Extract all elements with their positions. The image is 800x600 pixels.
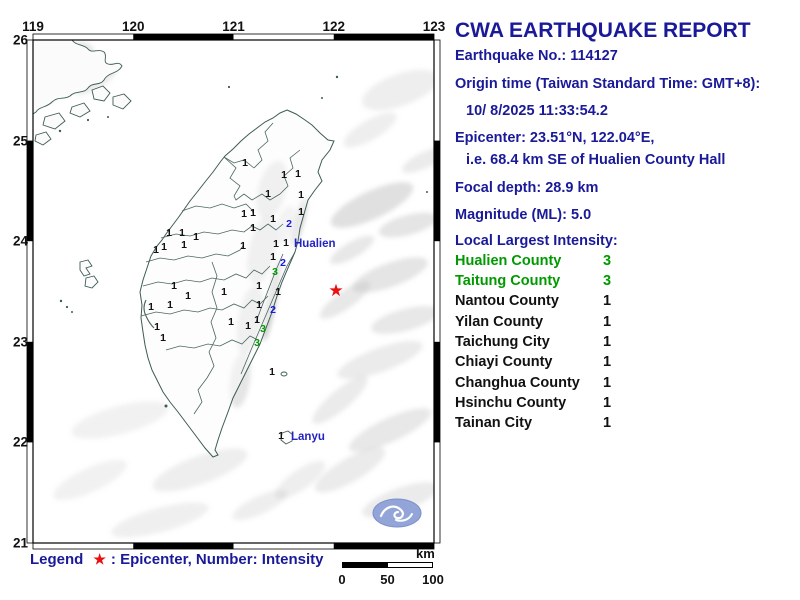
- county-name: Chiayi County: [455, 354, 553, 371]
- scalebar-empty-segment: [388, 563, 433, 567]
- intensity-marker: 1: [270, 251, 276, 263]
- intensity-marker: 1: [185, 290, 191, 302]
- scale-tick-100: 100: [422, 572, 444, 587]
- county-name: Changhua County: [455, 374, 580, 391]
- report-line: Focal depth: 28.9 km: [455, 180, 599, 196]
- scalebar-unit: km: [416, 546, 435, 561]
- county-intensity: 1: [603, 333, 612, 350]
- intensity-marker: 1: [273, 238, 279, 250]
- scalebar-filled-segment: [343, 563, 388, 567]
- county-intensity: 1: [603, 415, 612, 432]
- report-line: Local Largest Intensity:: [455, 233, 618, 249]
- intensity-marker: 1: [193, 231, 199, 243]
- county-name: Hualien County: [455, 252, 562, 269]
- county-intensity: 1: [603, 313, 612, 330]
- map-legend: [30, 551, 323, 568]
- report-line: Epicenter: 23.51°N, 122.04°E,: [455, 130, 655, 146]
- lon-label-123: 123: [422, 19, 446, 34]
- intensity-row-hsinchu-county: [455, 395, 635, 411]
- lon-label-120: 120: [121, 19, 145, 34]
- intensity-marker: 1: [270, 213, 276, 225]
- intensity-marker: 1: [154, 321, 160, 333]
- intensity-row-tainan-city: [455, 415, 635, 431]
- lat-label-23: 23: [12, 334, 28, 350]
- county-name: Taitung County: [455, 272, 561, 289]
- intensity-marker: 1: [221, 286, 227, 298]
- epicenter-marker: ★: [328, 280, 344, 300]
- intensity-marker: 2: [270, 304, 276, 316]
- lat-label-24: 24: [12, 233, 28, 249]
- legend-text: : Epicenter, Number: Intensity: [110, 551, 324, 568]
- report-line: Magnitude (ML): 5.0: [455, 207, 592, 223]
- intensity-marker: 1: [245, 320, 251, 332]
- county-intensity: 1: [603, 354, 612, 371]
- intensity-marker: 1: [240, 240, 246, 252]
- report-line: Origin time (Taiwan Standard Time: GMT+8):: [455, 76, 761, 92]
- scalebar: [342, 562, 433, 568]
- scale-tick-50: 50: [380, 572, 395, 587]
- intensity-marker: 2: [286, 218, 292, 230]
- report-line: Earthquake No.: 114127: [455, 48, 618, 64]
- lat-label-21: 21: [12, 535, 28, 551]
- intensity-marker: 1: [298, 206, 304, 218]
- lon-label-121: 121: [222, 19, 245, 34]
- cwa-logo: [373, 499, 421, 527]
- intensity-marker: 1: [250, 222, 256, 234]
- county-name: Taichung City: [455, 333, 550, 350]
- intensity-marker: 1: [250, 207, 256, 219]
- scale-tick-0: 0: [338, 572, 346, 587]
- intensity-marker: 2: [280, 257, 286, 269]
- lat-label-26: 26: [12, 32, 28, 48]
- lon-label-122: 122: [322, 19, 346, 34]
- intensity-row-nantou-county: [455, 293, 635, 309]
- report-title: CWA EARTHQUAKE REPORT: [455, 19, 751, 42]
- county-name: Hsinchu County: [455, 394, 567, 411]
- intensity-marker: 1: [283, 237, 289, 249]
- intensity-marker: 1: [278, 430, 284, 442]
- county-intensity: 3: [603, 252, 612, 269]
- intensity-row-taichung-city: [455, 334, 635, 350]
- intensity-marker: 1: [281, 169, 287, 181]
- intensity-marker: 1: [161, 241, 167, 253]
- intensity-marker: 1: [241, 208, 247, 220]
- intensity-marker: 1: [181, 239, 187, 251]
- legend-star-icon: ★: [93, 551, 106, 567]
- intensity-row-changhua-county: [455, 375, 635, 391]
- county-intensity: 3: [603, 272, 612, 289]
- county-name: Yilan County: [455, 313, 544, 330]
- intensity-marker: 1: [256, 280, 262, 292]
- city-label-hualien: Hualien: [294, 238, 336, 250]
- intensity-marker: 3: [254, 337, 260, 349]
- intensity-marker: 1: [256, 299, 262, 311]
- intensity-marker: 1: [254, 314, 260, 326]
- intensity-marker: 1: [167, 299, 173, 311]
- intensity-row-chiayi-county: [455, 354, 635, 370]
- lon-label-119: 119: [22, 19, 44, 34]
- lat-label-22: 22: [12, 434, 28, 450]
- intensity-marker: 1: [269, 366, 275, 378]
- intensity-marker: 1: [298, 189, 304, 201]
- intensity-marker: 1: [160, 332, 166, 344]
- county-name: Tainan City: [455, 415, 533, 432]
- intensity-marker: 1: [179, 227, 185, 239]
- intensity-marker: 1: [242, 157, 248, 169]
- intensity-marker: 1: [295, 168, 301, 180]
- intensity-marker: 1: [171, 280, 177, 292]
- intensity-marker: 3: [260, 323, 266, 335]
- city-label-lanyu: Lanyu: [291, 431, 325, 443]
- intensity-marker: 1: [166, 227, 172, 239]
- county-intensity: 1: [603, 374, 612, 391]
- intensity-marker: 1: [148, 301, 154, 313]
- lat-label-25: 25: [12, 133, 28, 149]
- county-name: Nantou County: [455, 293, 559, 310]
- intensity-marker: 3: [272, 266, 278, 278]
- intensity-row-yilan-county: [455, 314, 635, 330]
- county-intensity: 1: [603, 394, 612, 411]
- report-line: 10/ 8/2025 11:33:54.2: [466, 103, 608, 119]
- county-intensity: 1: [603, 293, 612, 310]
- intensity-marker: 1: [228, 316, 234, 328]
- intensity-marker: 1: [153, 244, 159, 256]
- intensity-marker: 1: [265, 188, 271, 200]
- legend-label: Legend: [30, 551, 84, 568]
- report-line: i.e. 68.4 km SE of Hualien County Hall: [466, 152, 726, 168]
- intensity-marker: 1: [275, 286, 281, 298]
- intensity-row-taitung-county: [455, 273, 635, 289]
- intensity-row-hualien-county: [455, 253, 635, 269]
